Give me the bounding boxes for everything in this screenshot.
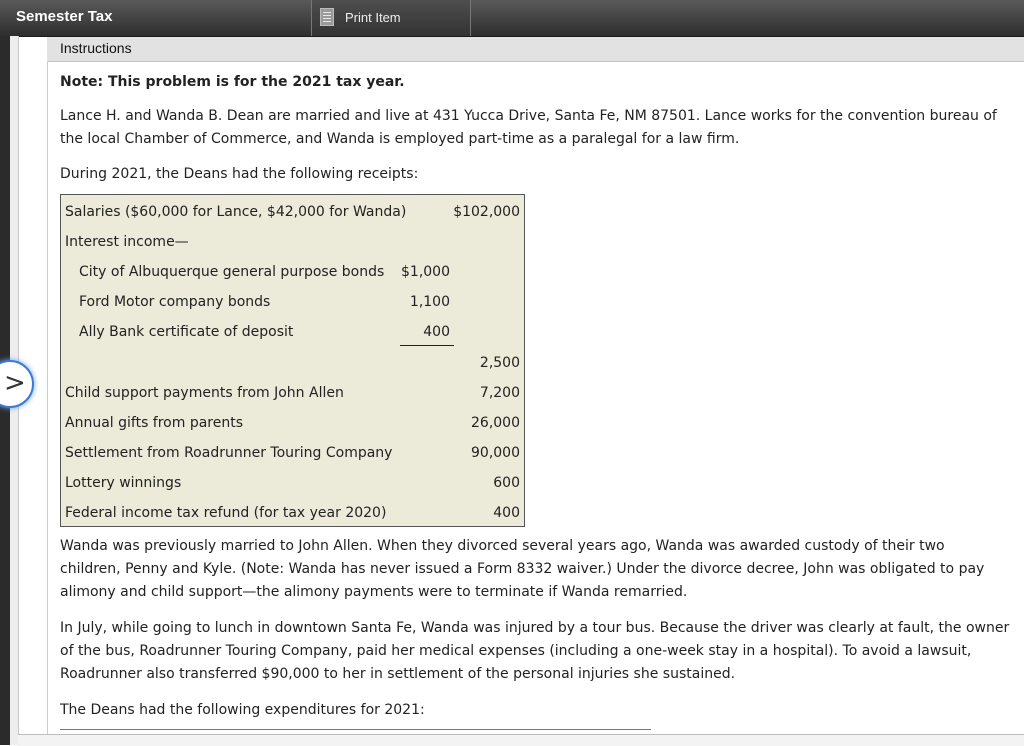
row-label: Ally Bank certificate of deposit: [79, 324, 294, 340]
print-item-label: Print Item: [345, 10, 401, 25]
receipts-intro: During 2021, the Deans had the following receipts:: [60, 166, 419, 182]
injury-paragraph: In July, while going to lunch in downtown Santa Fe, Wanda was injured by a tour bus. Because the driver was clearly at fault, the owner of the bus, Roadrunner Touring Company, paid her medical expenses (including a one-week stay in a hospital). To avoid a lawsuit, Roadrunner also transferred $90,000 to her in settlement of the personal injuries she sustained.: [60, 620, 1010, 682]
table-row: [61, 466, 524, 496]
app-title: Semester Tax: [16, 8, 113, 25]
title-bar: [0, 0, 1024, 37]
horizontal-scrollbar[interactable]: [18, 734, 1024, 746]
tab-separator: [470, 0, 471, 36]
row-label: Federal income tax refund (for tax year 2020): [65, 505, 387, 521]
row-amount: 400: [423, 324, 450, 340]
expand-panel-button[interactable]: [0, 360, 34, 408]
table-row: [61, 225, 524, 255]
receipts-table: [60, 194, 525, 527]
row-total: 90,000: [471, 445, 520, 461]
table-row: [61, 195, 524, 225]
print-item-button[interactable]: [312, 0, 470, 36]
row-total: 7,200: [479, 385, 520, 401]
print-icon: [320, 8, 334, 26]
row-total: 400: [493, 505, 520, 521]
table-row: [61, 285, 524, 315]
row-label: Interest income—: [65, 234, 189, 250]
table-row: [61, 376, 524, 406]
row-amount: $1,000: [401, 264, 450, 280]
expenditures-table-top-border: [60, 729, 651, 730]
table-row: [61, 346, 524, 376]
instructions-label: Instructions: [60, 40, 132, 56]
row-total: 600: [493, 475, 520, 491]
row-label: Lottery winnings: [65, 475, 182, 491]
table-row: [61, 255, 524, 285]
divorce-paragraph: Wanda was previously married to John Allen. When they divorced several years ago, Wanda was awarded custody of their two children, Penny and Kyle. (Note: Wanda has never issued a Form 8332 waiver.) Under the divorce decree, John was obligated to pay alimony and child support—the alimony payments were to terminate if Wanda remarried.: [60, 538, 985, 600]
content-divider: [47, 61, 48, 741]
row-label: City of Albuquerque general purpose bonds: [79, 264, 385, 280]
row-total: $102,000: [453, 204, 520, 220]
row-label: Salaries ($60,000 for Lance, $42,000 for Wanda): [65, 204, 407, 220]
row-label: Settlement from Roadrunner Touring Company: [65, 445, 393, 461]
row-total: 26,000: [471, 415, 520, 431]
intro-paragraph: Lance H. and Wanda B. Dean are married and live at 431 Yucca Drive, Santa Fe, NM 87501. Lance works for the convention bureau of the local Chamber of Commerce, and Wanda is employed part-time as a paralegal for a law firm.: [60, 108, 997, 147]
chevron-right-icon: >: [4, 368, 26, 398]
instructions-tab[interactable]: [47, 37, 1024, 62]
table-row: [61, 436, 524, 466]
problem-content: [60, 62, 1010, 718]
row-label: Ford Motor company bonds: [79, 294, 271, 310]
expenditures-intro: The Deans had the following expenditures for 2021:: [60, 702, 425, 718]
row-amount: 1,100: [409, 294, 450, 310]
table-row: [61, 496, 524, 526]
table-row: [61, 315, 524, 345]
row-label: Child support payments from John Allen: [65, 385, 344, 401]
row-label: Annual gifts from parents: [65, 415, 244, 431]
tax-year-note: Note: This problem is for the 2021 tax year.: [60, 74, 405, 90]
row-total: 2,500: [479, 355, 520, 371]
table-row: [61, 406, 524, 436]
